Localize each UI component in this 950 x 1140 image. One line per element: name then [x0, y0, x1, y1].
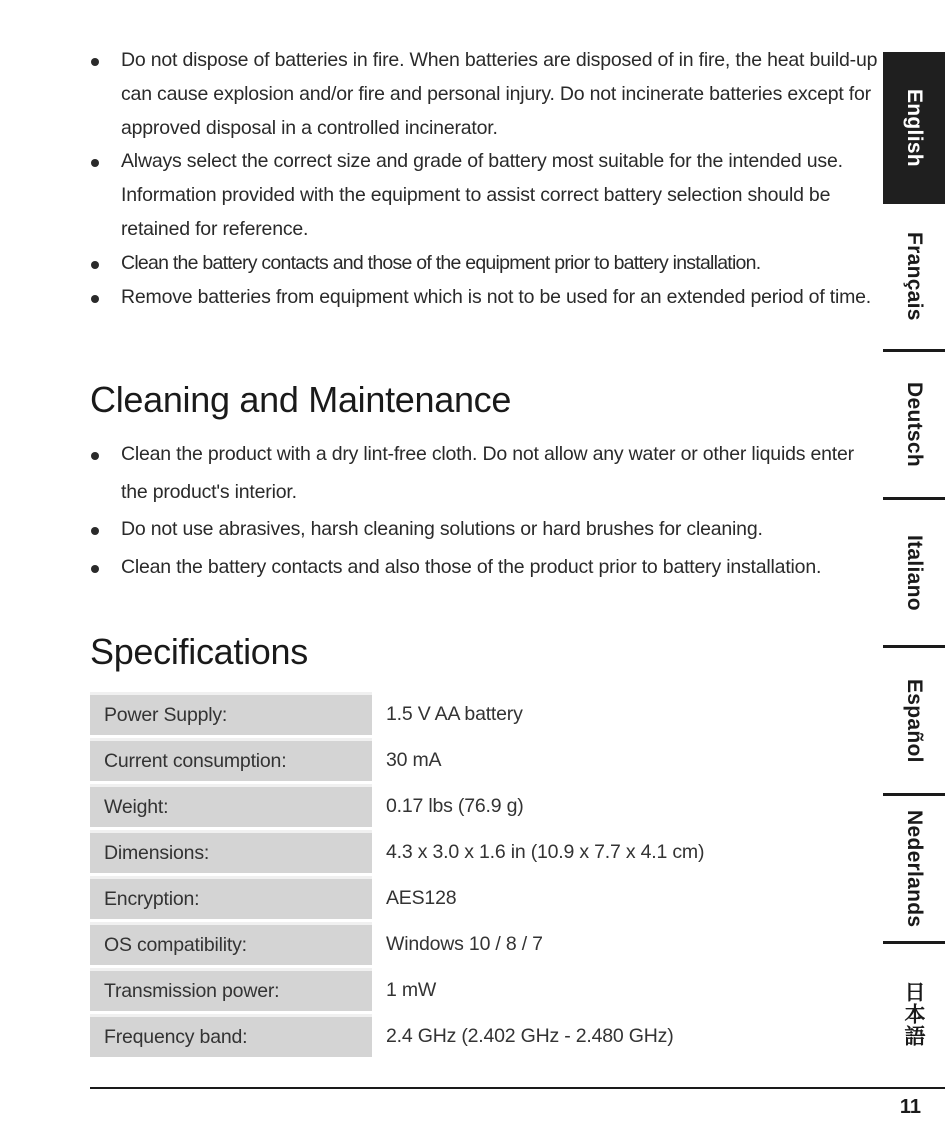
specifications-heading: Specifications: [90, 631, 308, 672]
tab-english[interactable]: [883, 52, 945, 204]
spec-value: 0.17 lbs (76.9 g): [386, 795, 524, 817]
list-item: Do not use abrasives, harsh cleaning solutions or hard brushes for cleaning.: [90, 511, 870, 549]
spec-label: Dimensions:: [90, 830, 372, 873]
spec-label: Frequency band:: [90, 1014, 372, 1057]
spec-label: Weight:: [90, 784, 372, 827]
cleaning-list: [90, 436, 870, 586]
table-row: [90, 692, 870, 738]
list-item: Remove batteries from equipment which is not to be used for an extended period of time.: [90, 281, 880, 315]
spec-value: 4.3 x 3.0 x 1.6 in (10.9 x 7.7 x 4.1 cm): [386, 841, 705, 863]
list-item: Clean the battery contacts and those of the equipment prior to battery installation.: [90, 247, 880, 281]
tab-label: Nederlands: [903, 809, 926, 928]
spec-value: AES128: [386, 887, 457, 909]
list-item: Clean the battery contacts and also those of the product prior to battery installation.: [90, 549, 870, 587]
table-row: [90, 784, 870, 830]
list-item: Always select the correct size and grade of battery most suitable for the intended use. Information provided with the equipment to assist correct battery selection should be retained for reference.: [90, 145, 880, 246]
table-row: [90, 1014, 870, 1060]
tab-label: Español: [903, 678, 926, 763]
tab-francais[interactable]: [883, 204, 945, 352]
spec-value: Windows 10 / 8 / 7: [386, 933, 543, 955]
tab-italiano[interactable]: [883, 500, 945, 648]
spec-label: Power Supply:: [90, 692, 372, 735]
spec-label: Current consumption:: [90, 738, 372, 781]
tab-label: Italiano: [903, 534, 926, 611]
tab-deutsch[interactable]: [883, 352, 945, 500]
spec-value: 1 mW: [386, 979, 437, 1001]
table-row: [90, 830, 870, 876]
tab-espanol[interactable]: [883, 648, 945, 796]
tab-label: Deutsch: [903, 382, 926, 467]
list-item: Clean the product with a dry lint-free cloth. Do not allow any water or other liquids enter the product's interior.: [90, 436, 870, 511]
spec-label: Transmission power:: [90, 968, 372, 1011]
tab-label: Français: [903, 232, 926, 321]
page-number: 11: [899, 1096, 921, 1118]
spec-label: Encryption:: [90, 876, 372, 919]
specifications-table: [90, 692, 870, 1060]
tab-japanese[interactable]: [883, 944, 945, 1084]
tab-label: 日本語: [902, 981, 926, 1047]
tab-nederlands[interactable]: [883, 796, 945, 944]
table-row: [90, 968, 870, 1014]
table-row: [90, 922, 870, 968]
table-row: [90, 738, 870, 784]
spec-value: 1.5 V AA battery: [386, 703, 523, 725]
table-row: [90, 876, 870, 922]
spec-value: 2.4 GHz (2.402 GHz - 2.480 GHz): [386, 1025, 674, 1047]
footer-divider: [90, 1087, 945, 1089]
cleaning-heading: Cleaning and Maintenance: [90, 379, 512, 420]
spec-label: OS compatibility:: [90, 922, 372, 965]
spec-value: 30 mA: [386, 749, 442, 771]
tab-label: English: [903, 89, 926, 167]
battery-safety-list: [90, 44, 880, 314]
list-item: Do not dispose of batteries in fire. When batteries are disposed of in fire, the heat build-up can cause explosion and/or fire and personal injury. Do not incinerate batteries except for approved disposal in a controlled incinerator.: [90, 44, 880, 145]
